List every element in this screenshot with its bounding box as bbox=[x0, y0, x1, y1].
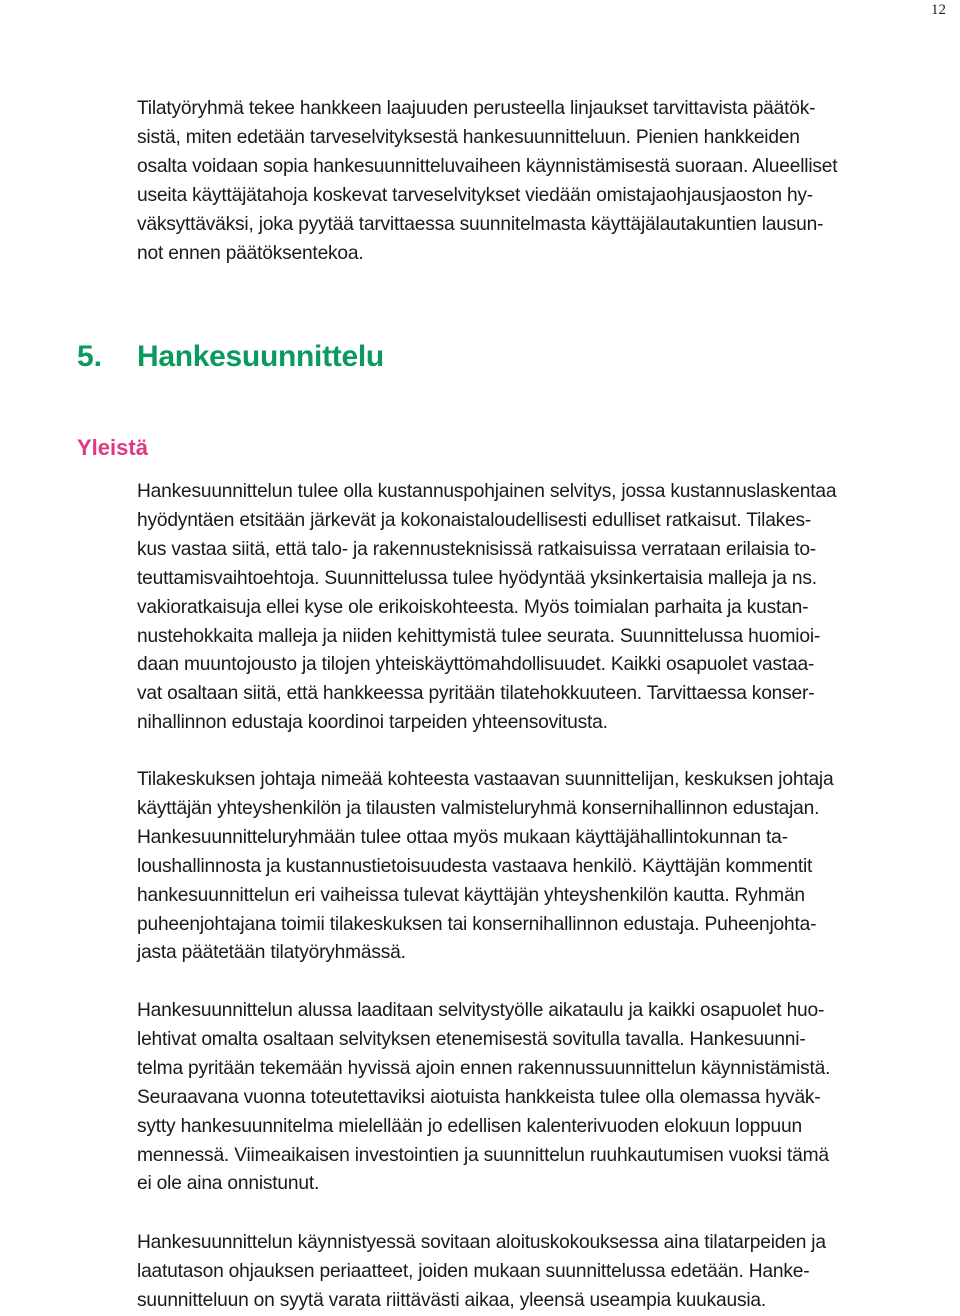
text-line: Seuraavana vuonna toteutettaviksi aiotuista hankkeista tulee olla olemassa hyväk- bbox=[137, 1086, 821, 1108]
text-line: Tilakeskuksen johtaja nimeää kohteesta vastaavan suunnittelijan, keskuksen johtaja bbox=[137, 769, 834, 790]
subheading: Yleistä bbox=[77, 435, 148, 460]
section-title: Hankesuunnittelu bbox=[137, 340, 384, 373]
text-line: useita käyttäjätahoja koskevat tarveselvitykset viedään omistajaohjausjaoston hy- bbox=[137, 184, 813, 206]
text-line: Tilatyöryhmä tekee hankkeen laajuuden perusteella linjaukset tarvittavista päätök- bbox=[137, 98, 816, 119]
text-line: hankesuunnittelun eri vaiheissa tulevat käyttäjän yhteyshenkilön kautta. Ryhmän bbox=[137, 884, 805, 906]
text-line: Hankesuunnittelun alussa laaditaan selvitystyölle aikataulu ja kaikki osapuolet huo- bbox=[137, 1000, 825, 1021]
text-line: Hankesuunnittelun tulee olla kustannuspohjainen selvitys, jossa kustannuslaskentaa bbox=[137, 481, 837, 502]
text-line: nustehokkaita malleja ja niiden kehittymistä tulee seurata. Suunnittelussa huomioi- bbox=[137, 625, 821, 647]
intro-paragraph bbox=[137, 95, 960, 268]
text-line: vat osaltaan siitä, että hankkeessa pyritään tilatehokkuuteen. Tarvittaessa konser- bbox=[137, 683, 815, 705]
text-line: kus vastaa siitä, että talo- ja rakennusteknisissä ratkaisuissa verrataan erilaisia to- bbox=[137, 538, 816, 560]
text-line: daan muuntojousto ja tilojen yhteiskäyttömahdollisuudet. Kaikki osapuolet vastaa- bbox=[137, 654, 815, 676]
text-line: puheenjohtajana toimii tilakeskuksen tai konsernihallinnon edustaja. Puheenjohta- bbox=[137, 913, 817, 935]
text-line: suunnitteluun on syytä varata riittävästi aikaa, yleensä useampia kuukausia. bbox=[137, 1289, 767, 1311]
text-line: vakioratkaisuja ellei kyse ole erikoiskohteesta. Myös toimialan parhaita ja kustan- bbox=[137, 596, 809, 618]
page-number: 12 bbox=[931, 2, 946, 18]
text-line: nihallinnon edustaja koordinoi tarpeiden yhteensovitusta. bbox=[137, 712, 608, 734]
text-line: teuttamisvaihtoehtoja. Suunnittelussa tulee hyödyntää yksinkertaisia malleja ja ns. bbox=[137, 567, 817, 589]
body-paragraph-4 bbox=[137, 1229, 960, 1316]
text-line: hyödyntäen etsitään järkevät ja kokonaistaloudellisesti edulliset ratkaisut. Tilakes- bbox=[137, 509, 812, 531]
text-line: not ennen päätöksentekoa. bbox=[137, 242, 364, 264]
text-line: käyttäjän yhteyshenkilön ja tilausten valmisteluryhmä konsernihallinnon edustajan. bbox=[137, 797, 820, 819]
text-line: laatutason ohjauksen periaatteet, joiden mukaan suunnittelussa edetään. Hanke- bbox=[137, 1260, 810, 1282]
section-number: 5. bbox=[77, 340, 103, 373]
text-line: ei ole aina onnistunut. bbox=[137, 1173, 320, 1195]
text-line: väksyttäväksi, joka pyytää tarvittaessa suunnitelmasta käyttäjälautakuntien lausun- bbox=[137, 213, 824, 235]
body-paragraph-2 bbox=[137, 766, 960, 968]
text-line: lehtivat omalta osaltaan selvityksen etenemisestä sovitulla tavalla. Hankesuunni- bbox=[137, 1028, 806, 1050]
text-line: jasta päätetään tilatyöryhmässä. bbox=[137, 942, 406, 964]
text-line: mennessä. Viimeaikaisen investointien ja suunnittelun ruuhkautumisen vuoksi tämä bbox=[137, 1144, 829, 1166]
text-line: telma pyritään tekemään hyvissä ajoin ennen rakennussuunnittelun käynnistämistä. bbox=[137, 1057, 831, 1079]
text-line: loushallinnosta ja kustannustietoisuudesta vastaava henkilö. Käyttäjän kommentit bbox=[137, 855, 813, 877]
body-paragraph-3 bbox=[137, 997, 960, 1199]
text-line: sytty hankesuunnitelma mielellään jo edellisen kalenterivuoden elokuun loppuun bbox=[137, 1115, 802, 1137]
body-paragraph-1 bbox=[137, 478, 960, 738]
text-line: Hankesuunnittelun käynnistyessä sovitaan aloituskokouksessa aina tilatarpeiden ja bbox=[137, 1232, 826, 1253]
text-line: sistä, miten edetään tarveselvityksestä hankesuunnitteluun. Pienien hankkeiden bbox=[137, 126, 800, 148]
text-line: Hankesuunnitteluryhmään tulee ottaa myös mukaan käyttäjähallintokunnan ta- bbox=[137, 826, 788, 848]
text-line: osalta voidaan sopia hankesuunnitteluvaiheen käynnistämisestä suoraan. Alueelliset bbox=[137, 155, 838, 177]
